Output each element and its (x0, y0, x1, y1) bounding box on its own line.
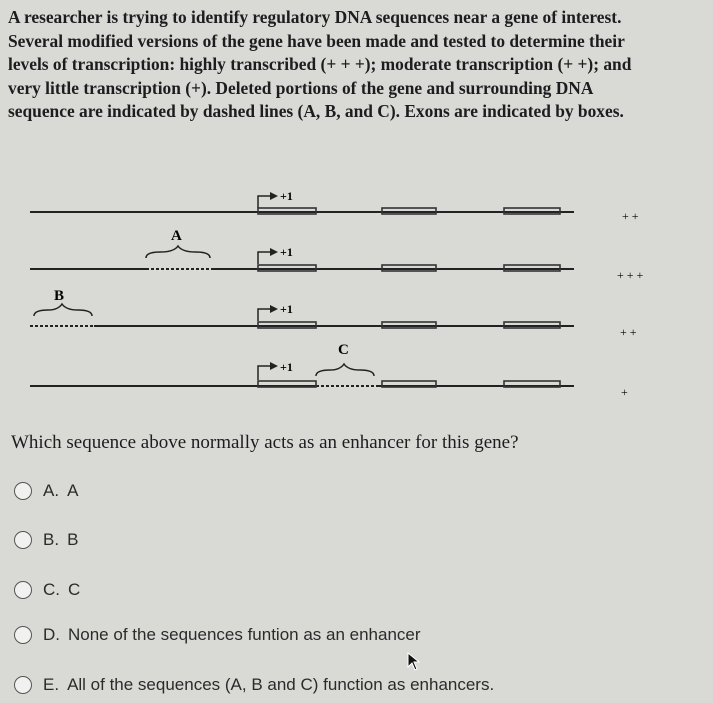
deletion-brace (146, 246, 210, 258)
answer-option-c[interactable] (14, 577, 80, 603)
answer-option-e[interactable] (14, 672, 494, 698)
option-text: All of the sequences (A, B and C) function as enhancers. (67, 675, 495, 694)
question-line: levels of transcription: highly transcribed (+ + +); moderate transcription (+ +); and (8, 54, 632, 75)
mouse-pointer-icon (407, 652, 423, 672)
construct-row-deletion-a (30, 228, 644, 282)
radio-button[interactable] (14, 482, 32, 500)
region-label-b: B (54, 288, 65, 304)
deletion-brace (34, 304, 92, 316)
option-text: None of the sequences funtion as an enhancer (68, 625, 421, 644)
question-line: sequence are indicated by dashed lines (A, B, and C). Exons are indicated by boxes. (8, 101, 624, 122)
promoter-arrow-icon (258, 366, 270, 380)
gene-diagram (0, 170, 713, 400)
transcription-level: + + (620, 325, 637, 339)
option-letter: E. (43, 675, 60, 694)
construct-row-deletion-c (30, 342, 628, 399)
question-prompt: Which sequence above normally acts as an enhancer for this gene? (11, 432, 519, 453)
transcription-level: + + + (617, 268, 644, 282)
start-site-label: +1 (280, 189, 293, 203)
question-text (8, 6, 708, 124)
start-site-label: +1 (280, 302, 293, 316)
radio-button[interactable] (14, 676, 32, 694)
option-text: B (67, 530, 79, 549)
transcription-level: + (621, 385, 628, 399)
start-site-label: +1 (280, 245, 293, 259)
question-line: Several modified versions of the gene have been made and tested to determine their (8, 30, 625, 51)
radio-button[interactable] (14, 531, 32, 549)
option-text: C (68, 580, 81, 599)
answer-option-b[interactable] (14, 527, 78, 553)
promoter-arrow-icon (258, 252, 270, 264)
option-letter: B. (43, 530, 60, 549)
region-label-a: A (171, 228, 182, 244)
option-letter: D. (43, 625, 60, 644)
radio-button[interactable] (14, 626, 32, 644)
deletion-brace (316, 364, 374, 376)
start-site-label: +1 (280, 360, 293, 374)
option-text: A (67, 481, 79, 500)
answer-option-d[interactable] (14, 622, 421, 648)
radio-button[interactable] (14, 581, 32, 599)
question-line: A researcher is trying to identify regulatory DNA sequences near a gene of interest. (8, 7, 622, 27)
region-label-c: C (338, 342, 349, 358)
construct-row-deletion-b (30, 288, 637, 339)
option-letter: C. (43, 580, 60, 599)
option-letter: A. (43, 481, 60, 500)
promoter-arrow-icon (258, 309, 270, 321)
question-line: very little transcription (+). Deleted portions of the gene and surrounding DNA (8, 77, 594, 98)
construct-row-wildtype (30, 189, 639, 223)
transcription-level: + + (622, 209, 639, 223)
answer-option-a[interactable] (14, 478, 78, 504)
promoter-arrow-icon (258, 196, 270, 208)
